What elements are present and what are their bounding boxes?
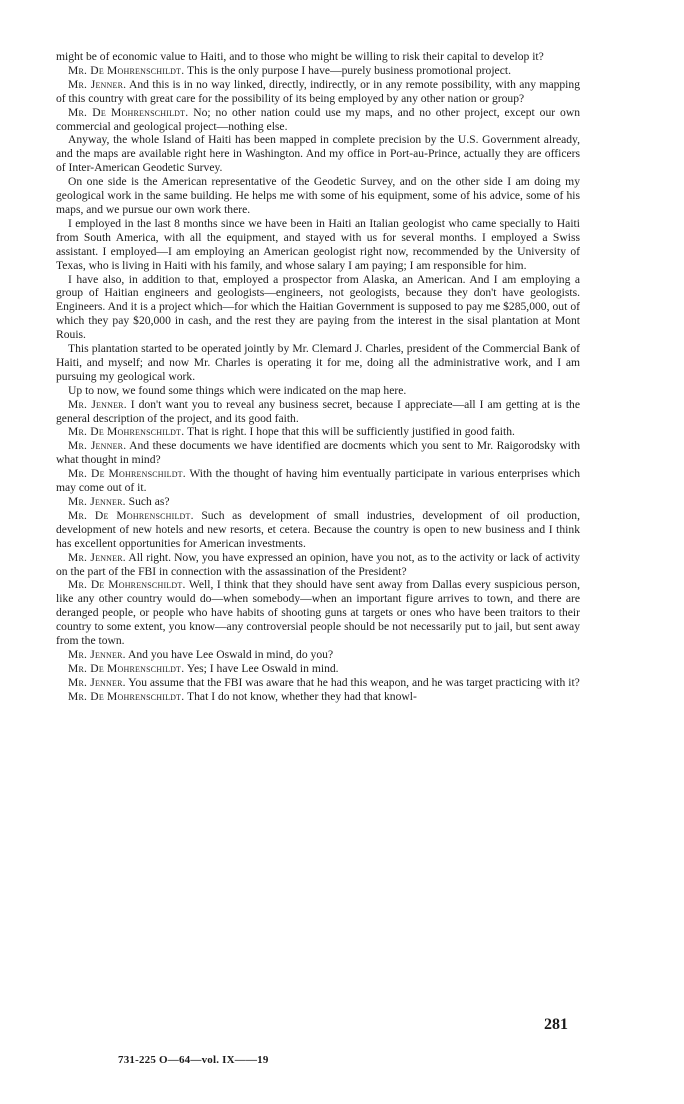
speaker-label: Mr. De Mohrenschildt. <box>68 578 186 592</box>
paragraph-text: You assume that the FBI was aware that he had this weapon, and he was target practicing with it? <box>128 675 580 689</box>
speaker-label: Mr. Jenner. <box>68 397 127 411</box>
paragraph <box>56 384 580 398</box>
speaker-label: Mr. De Mohrenschildt. <box>68 661 185 675</box>
paragraph <box>56 273 580 343</box>
speaker-label: Mr. Jenner. <box>68 550 126 564</box>
paragraph <box>56 78 580 106</box>
paragraph <box>56 64 580 78</box>
paragraph <box>56 133 580 175</box>
paragraph-text: On one side is the American representative of the Geodetic Survey, and on the other side I am doing my geological work in the same building. He helps me with some of his equipment, some of his advice, some of his maps, and we pursue our own work there. <box>56 175 580 216</box>
paragraph-text: This plantation started to be operated jointly by Mr. Clemard J. Charles, president of the Commercial Bank of Haiti, and myself; and now Mr. Charles is operating it for me, doing all the administrative work, and I am pursuing my geological work. <box>56 342 580 383</box>
paragraph-text: Up to now, we found some things which were indicated on the map here. <box>68 383 407 397</box>
paragraph <box>56 217 580 273</box>
paragraph <box>56 690 580 704</box>
paragraph-text: I employed in the last 8 months since we have been in Haiti an Italian geologist who came specially to Haiti from South America, with all the equipment, and stayed with us for several months. I employed a Swiss assistant. I employed—I am employing an American geologist right now, recommended by the University of Texas, who is living in Haiti with his family, and whose salary I am paying; I am responsible for him. <box>56 216 580 272</box>
paragraph <box>56 425 580 439</box>
paragraph <box>56 342 580 384</box>
paragraph-text: That I do not know, whether they had that knowl- <box>187 689 417 703</box>
paragraph-text: I don't want you to reveal any business secret, because I appreciate—all I am getting at is the general description of the project, and its good faith. <box>56 397 581 425</box>
paragraph-text: With the thought of having him eventually participate in various enterprises which may come out of it. <box>56 467 580 495</box>
speaker-label: Mr. Jenner. <box>68 675 126 689</box>
paragraph <box>56 662 580 676</box>
paragraph-text: Well, I think that they should have sent away from Dallas every suspicious person, like any other country would do—when somebody—when an important figure arrives to town, and there are deranged people, or people who have habits of shooting guns at targets or ones who have been traitors to their country to some extent, you know—any controversial people should be not necessarily put to jail, but sent away from the town. <box>56 578 580 648</box>
paragraph-text: might be of economic value to Haiti, and to those who might be willing to risk their capital to develop it? <box>56 50 544 63</box>
paragraph <box>56 439 580 467</box>
speaker-label: Mr. De Mohrenschildt. <box>68 425 185 439</box>
paragraph-text: I have also, in addition to that, employed a prospector from Alaska, an American. And I am employing a group of Haitian engineers and geologists—engineers, not geologists, because they don't have geologists. Engineers. And it is a project which—for which the Haitian Government is supposed to pay me $285,000, out of which they pay $20,000 in cash, and the rest they are paying from the interest in the sisal plantation at Mont Rouis. <box>56 272 580 342</box>
paragraph-text: Such as? <box>128 495 170 508</box>
paragraph <box>56 398 580 426</box>
paragraph-text: No; no other nation could use my maps, and no other project, except our own commercial and geological project—nothing else. <box>56 105 580 133</box>
speaker-label: Mr. De Mohrenschildt. <box>68 105 189 119</box>
testimony-text <box>56 50 580 704</box>
paragraph <box>56 676 580 690</box>
page-number: 281 <box>544 1016 568 1033</box>
paragraph-text: Anyway, the whole Island of Haiti has been mapped in complete precision by the U.S. Government already, and the maps are available right here in Washington. And my office in Port-au-Prince, actually they are officers of Inter-American Geodetic Survey. <box>56 133 580 175</box>
speaker-label: Mr. Jenner. <box>68 495 126 508</box>
speaker-label: Mr. De Mohrenschildt. <box>68 467 186 481</box>
paragraph <box>56 106 580 134</box>
paragraph-text: Yes; I have Lee Oswald in mind. <box>186 661 339 675</box>
speaker-label: Mr. Jenner. <box>68 439 127 453</box>
paragraph-text: This is the only purpose I have—purely business promotional project. <box>187 63 511 77</box>
paragraph <box>56 648 580 662</box>
paragraph <box>56 175 580 217</box>
paragraph <box>56 509 580 551</box>
paragraph <box>56 467 580 495</box>
print-code: 731-225 O—64—vol. IX——19 <box>118 1054 269 1066</box>
paragraph-text: And you have Lee Oswald in mind, do you? <box>127 647 334 661</box>
speaker-label: Mr. Jenner. <box>68 647 126 661</box>
paragraph-text: All right. Now, you have expressed an opinion, have you not, as to the activity or lack of activity on the part of the FBI in connection with the assassination of the President? <box>56 550 581 578</box>
paragraph-text: And these documents we have identified are docments which you sent to Mr. Raigorodsky with what thought in mind? <box>56 439 580 467</box>
paragraph <box>56 495 580 509</box>
paragraph-text: Such as development of small industries, development of oil production, development of new hotels and new resorts, et cetera. Because the country is open to new business and I think has excellent opportunities for American investments. <box>56 508 580 550</box>
speaker-label: Mr. De Mohrenschildt. <box>68 689 185 703</box>
paragraph-text: That is right. I hope that this will be sufficiently justified in good faith. <box>187 425 515 439</box>
paragraph <box>56 50 580 64</box>
speaker-label: Mr. De Mohrenschildt. <box>68 508 194 522</box>
speaker-label: Mr. De Mohrenschildt. <box>68 63 185 77</box>
paragraph <box>56 551 580 579</box>
speaker-label: Mr. Jenner. <box>68 77 127 91</box>
paragraph-text: And this is in no way linked, directly, indirectly, or in any remote possibility, with any mapping of this country with great care for the possibility of its being employed by any other nation or group? <box>56 77 580 105</box>
paragraph <box>56 578 580 648</box>
